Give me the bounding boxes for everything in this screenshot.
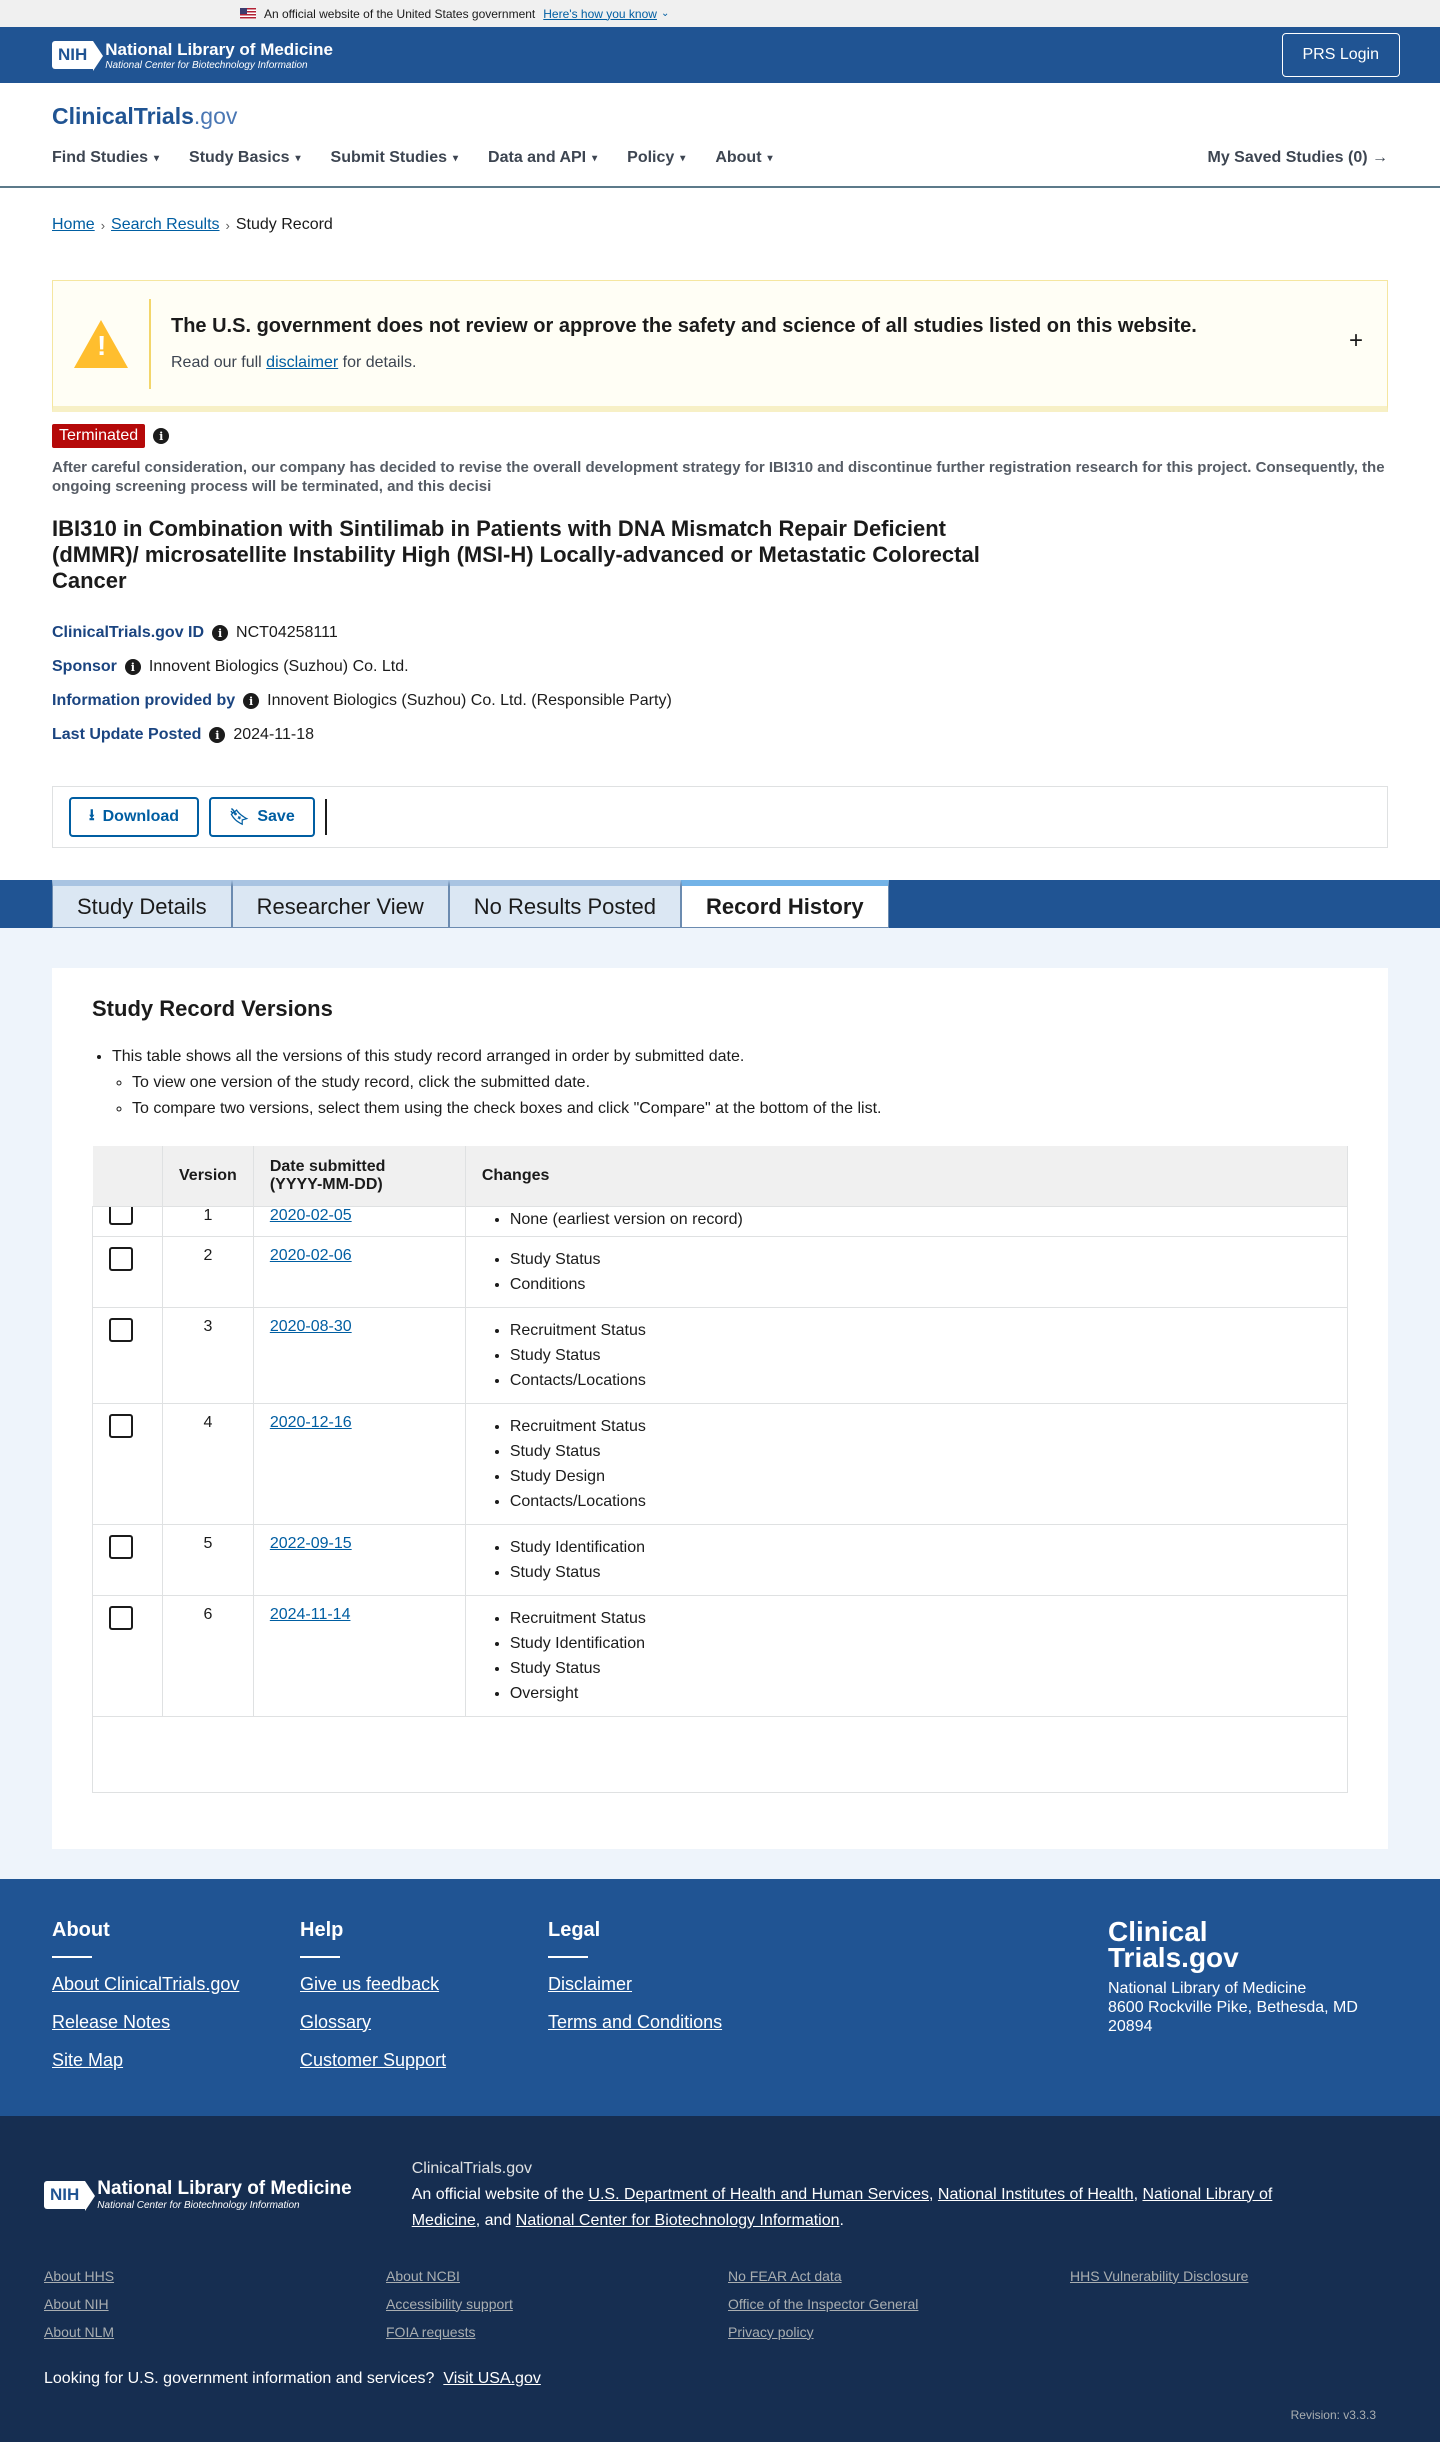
meta-nct-id [52,616,1388,650]
usa-text: Looking for U.S. government information and services? [44,2369,435,2387]
site-header [0,83,1440,188]
version-date-link[interactable]: 2024-11-14 [269,1605,351,1623]
breadcrumb-current: Study Record [235,216,333,233]
footer-link[interactable]: Site Map [52,2049,124,2070]
table-row [93,1307,1348,1403]
alert-title: The U.S. government does not review or approve the safety and science of all studies listed on this website. [171,315,1197,337]
footer-heading: About [52,1918,110,1941]
nav-label: Data and API [488,149,587,166]
version-checkbox[interactable] [109,1535,133,1559]
info-icon[interactable]: i [125,659,141,675]
divider [300,1956,340,1958]
my-saved-studies-link[interactable] [1208,149,1389,167]
footer-link[interactable]: Release Notes [52,2011,171,2032]
version-checkbox[interactable] [109,1247,133,1271]
versions-table [92,1146,1348,1793]
nlm-footer-link[interactable]: Accessibility support [386,2295,513,2312]
site-footer [0,1879,1440,2116]
breadcrumb-home[interactable]: Home [52,216,95,233]
change-item: • Study Status [510,1656,1331,1681]
change-item: • Recruitment Status [510,1606,1331,1631]
change-item: • Study Status [510,1560,1331,1585]
footer-link[interactable]: Customer Support [300,2049,447,2070]
version-date-link[interactable]: 2020-08-30 [269,1317,352,1335]
heres-how-you-know-link[interactable]: Here's how you know [543,6,657,21]
download-button[interactable] [69,797,199,837]
nav-data-and-api[interactable] [488,149,597,167]
info-bullet: • This table shows all the versions of this study record arranged in order by submitted date. [112,1048,1348,1066]
nih-logo-box: NIH [44,2181,85,2209]
change-item: • Conditions [510,1272,1331,1297]
tab-record-history[interactable]: Record History [681,880,889,928]
saved-label: My Saved Studies (0) [1207,149,1368,166]
version-cell: 4 [163,1403,254,1524]
footer-about [52,1919,300,2088]
nlm-logo[interactable] [52,40,333,71]
footer-logo[interactable] [1108,1915,1388,1973]
chevron-down-icon: ▾ [453,152,459,164]
chevron-down-icon: ▾ [154,152,160,164]
changes-cell [465,1524,1347,1595]
nlm-footer-link[interactable]: About NIH [44,2295,109,2312]
official-statement: ClinicalTrials.gov An official website of the U.S. Department of Health and Human Services, National Institutes of Health, National Library of Medicine, and National Center for Biotechnology Information. [412,2156,1342,2234]
nav-label: Policy [627,149,675,166]
official-pre: An official website of the [411,2185,589,2203]
nav-find-studies[interactable] [52,149,159,167]
record-history-panel [0,928,1440,1879]
ncbi-link[interactable]: National Center for Biotechnology Information [515,2211,840,2229]
change-item: • Contacts/Locations [510,1489,1331,1514]
date-cell [253,1206,465,1236]
versions-heading: Study Record Versions [92,996,333,1021]
main-nav [52,130,1388,186]
why-stopped-text: After careful consideration, our company has decided to revise the overall development strategy for IBI310 and discontinue further registration research for this project. Consequently, the ongoing screening process will be terminated, and this decisi [52,459,1385,495]
hhs-link[interactable]: U.S. Department of Health and Human Services [588,2185,930,2203]
nlm-footer-link[interactable]: About HHS [44,2267,115,2284]
version-cell: 3 [163,1307,254,1403]
study-header [0,412,1440,752]
col-date-label: Date submitted (YYYY-MM-DD) [269,1157,386,1193]
nav-label: Submit Studies [330,149,447,166]
footer-heading: Legal [548,1918,601,1941]
alert-pre: Read our full [171,354,267,371]
meta-info-provided-by [52,684,1388,718]
select-cell [93,1403,163,1524]
divider [325,799,327,835]
nav-label: Find Studies [52,149,148,166]
version-date-link[interactable]: 2020-12-16 [269,1413,352,1431]
nlm-title: National Library of Medicine [105,39,333,59]
nlm-footer-link[interactable]: Privacy policy [728,2323,814,2340]
changes-cell [465,1403,1347,1524]
nlm-footer-link[interactable]: HHS Vulnerability Disclosure [1070,2267,1249,2284]
tab-study-details[interactable]: Study Details [52,880,232,928]
version-cell: 1 [163,1206,254,1236]
info-bullet: ◦ To compare two versions, select them using the check boxes and click "Compare" at the bottom of the list. [132,1100,1348,1118]
save-label: Save [257,808,295,825]
footer-help [300,1919,548,2088]
change-item: • None (earliest version on record) [510,1207,1331,1232]
usa-gov-line [44,2370,1396,2388]
nav-label: Study Basics [189,149,290,166]
revision-label: Revision: v3.3.3 [1290,2407,1376,2422]
date-cell [253,1307,465,1403]
change-item: • Study Identification [510,1631,1331,1656]
nlm-footer-link[interactable]: No FEAR Act data [728,2267,842,2284]
empty-cell [93,1716,1348,1792]
ncbi-subtitle: National Center for Biotechnology Information [105,59,308,71]
footer-link[interactable]: Terms and Conditions [548,2011,723,2032]
version-checkbox[interactable] [109,1207,133,1225]
info-icon[interactable]: i [243,693,259,709]
nav-about[interactable] [715,149,772,167]
alert-icon-wrap [53,299,151,389]
empty-cell [1070,2324,1412,2340]
changes-cell [465,1236,1347,1307]
nlm-footer-link[interactable]: About NCBI [386,2267,460,2284]
study-title: IBI310 in Combination with Sintilimab in Patients with DNA Mismatch Repair Deficient (dMMR)/ microsatellite Instability High (MSI-H) Locally-advanced or Metastatic Colorectal Cancer [52,516,980,593]
version-date-link[interactable]: 2020-02-06 [269,1246,352,1264]
save-button[interactable] [209,797,315,837]
nlm-link[interactable]: National Library of Medicine [411,2185,1273,2229]
change-item: • Study Identification [510,1535,1331,1560]
table-row [93,1236,1348,1307]
nav-policy[interactable] [627,149,685,167]
arrow-right-icon: → [1372,149,1388,166]
logo-suffix: .gov [193,103,238,129]
meta-value: 2024-11-18 [233,726,315,743]
gov-banner-text: An official website of the United States government [264,6,536,21]
info-icon[interactable]: i [212,625,228,641]
versions-card [52,968,1388,1849]
meta-label: Information provided by [52,692,236,709]
select-cell [93,1236,163,1307]
select-cell [93,1595,163,1716]
footer-link[interactable]: Give us feedback [300,1973,440,1994]
footer-logo-line: Clinical [1108,1915,1208,1947]
meta-label: ClinicalTrials.gov ID [52,624,205,641]
warning-icon: ! [74,320,128,368]
meta-last-update [52,718,1388,752]
date-cell [253,1595,465,1716]
changes-cell [465,1595,1347,1716]
col-select [93,1146,163,1206]
status-badge: Terminated [52,424,145,448]
info-icon[interactable]: i [209,727,225,743]
meta-label: Last Update Posted [52,726,202,743]
col-changes: Changes [465,1146,1347,1206]
nav-study-basics[interactable] [189,149,301,167]
action-bar [52,786,1388,848]
col-version: Version [163,1146,254,1206]
expand-plus-icon[interactable]: + [1348,327,1363,354]
select-cell [93,1524,163,1595]
nlm-footer-link[interactable]: FOIA requests [386,2323,476,2340]
change-item: • Recruitment Status [510,1414,1331,1439]
date-cell [253,1236,465,1307]
select-cell [93,1206,163,1236]
disclaimer-link[interactable]: disclaimer [266,354,339,371]
table-row [93,1206,1348,1236]
change-item: • Study Status [510,1343,1331,1368]
col-date [253,1146,465,1206]
info-icon[interactable]: i [153,428,169,444]
study-tabs [0,880,1440,928]
chevron-down-icon: ▾ [767,152,773,164]
nlm-footer-logo[interactable] [44,2156,352,2234]
version-cell: 2 [163,1236,254,1307]
gov-banner [0,0,1440,27]
version-checkbox[interactable] [109,1606,133,1630]
footer-link[interactable]: About ClinicalTrials.gov [52,1973,240,1994]
table-row [93,1524,1348,1595]
table-footer-row [93,1716,1348,1792]
change-item: • Oversight [510,1681,1331,1706]
address-line: National Library of Medicine [1108,1979,1307,1997]
address-line: 20894 [1108,2017,1153,2035]
nlm-footer-link[interactable]: Office of the Inspector General [728,2295,919,2312]
version-checkbox[interactable] [109,1414,133,1438]
footer-address [1108,1915,1388,2088]
site-name: ClinicalTrials.gov [411,2159,533,2177]
meta-value: Innovent Biologics (Suzhou) Co. Ltd. (Responsible Party) [267,692,672,709]
nih-logo-box: NIH [52,41,93,69]
download-label: Download [102,808,180,825]
address-line: 8600 Rockville Pike, Bethesda, MD [1108,1998,1358,2016]
clinicaltrials-logo[interactable] [52,83,1388,130]
empty-cell [1070,2296,1412,2312]
chevron-down-icon: ▾ [295,152,301,164]
chevron-down-icon: ⌄ [660,8,670,19]
disclaimer-alert [52,280,1388,412]
meta-value: NCT04258111 [236,624,338,641]
nlm-footer [0,2116,1440,2442]
change-item: • Recruitment Status [510,1318,1331,1343]
table-header-row [93,1146,1348,1206]
alert-subtext [171,354,1197,372]
meta-value: Innovent Biologics (Suzhou) Co. Ltd. [148,658,409,675]
nlm-title: National Library of Medicine [97,2178,352,2199]
version-date-link[interactable]: 2020-02-05 [269,1206,352,1224]
table-row [93,1403,1348,1524]
version-date-link[interactable]: 2022-09-15 [269,1534,352,1552]
nih-header [0,27,1440,83]
tab-researcher-view[interactable]: Researcher View [232,880,449,928]
nlm-links [44,2268,1396,2340]
select-cell [93,1307,163,1403]
version-cell: 6 [163,1595,254,1716]
divider [548,1956,588,1958]
chevron-down-icon: ▾ [680,152,686,164]
tab-no-results-posted[interactable]: No Results Posted [449,880,681,928]
alert-post: for details. [338,354,417,371]
download-icon: ⭳ [89,806,95,824]
changes-cell [465,1307,1347,1403]
us-flag-icon [240,8,256,19]
divider [52,1956,92,1958]
nih-link[interactable]: National Institutes of Health [937,2185,1134,2203]
breadcrumb-search-results[interactable]: Search Results [111,216,220,233]
table-row [93,1595,1348,1716]
info-bullet: ◦ To view one version of the study record, click the submitted date. [132,1074,1348,1092]
nav-submit-studies[interactable] [331,149,458,167]
ncbi-subtitle: National Center for Biotechnology Information [97,2200,300,2211]
date-cell [253,1403,465,1524]
meta-label: Sponsor [52,658,117,675]
chevron-right-icon: › [225,217,230,233]
version-cell: 5 [163,1524,254,1595]
versions-info-list [112,1048,1348,1118]
version-checkbox[interactable] [109,1318,133,1342]
bookmark-icon: 🔖︎ [229,809,250,826]
chevron-right-icon: › [100,217,106,233]
chevron-down-icon: ▾ [592,152,598,164]
study-meta [52,616,1388,752]
nav-label: About [715,149,762,166]
change-item: • Contacts/Locations [510,1368,1331,1393]
footer-heading: Help [300,1918,344,1941]
nlm-footer-link[interactable]: About NLM [44,2323,115,2340]
logo-main: ClinicalTrials [52,103,194,129]
footer-legal [548,1919,796,2088]
footer-link[interactable]: Glossary [300,2011,372,2032]
visit-usa-gov-link[interactable]: Visit USA.gov [443,2369,541,2387]
change-item: • Study Status [510,1439,1331,1464]
footer-link[interactable]: Disclaimer [548,1973,633,1994]
change-item: • Study Design [510,1464,1331,1489]
change-item: • Study Status [510,1247,1331,1272]
meta-sponsor [52,650,1388,684]
date-cell [253,1524,465,1595]
footer-logo-line: Trials.gov [1108,1941,1239,1973]
changes-cell [465,1206,1347,1236]
prs-login-button[interactable]: PRS Login [1282,33,1401,77]
breadcrumb [0,188,1440,240]
